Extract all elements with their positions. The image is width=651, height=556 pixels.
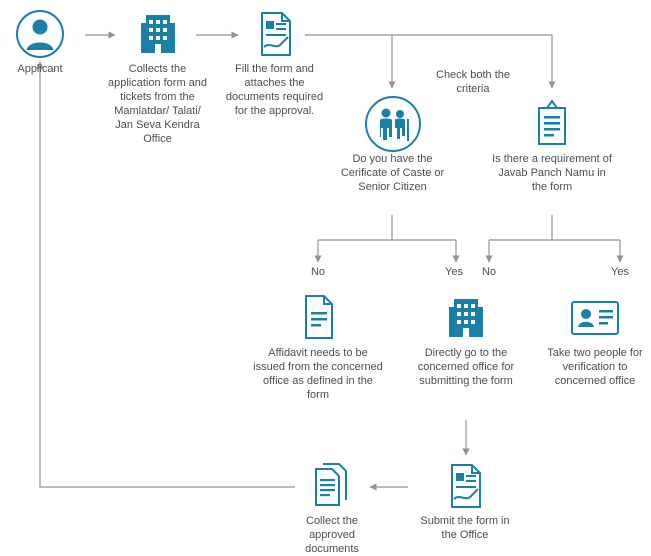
branch-label-javab-no: No [481,266,497,278]
node-affidavit[interactable] [252,290,384,402]
node-applicant[interactable] [0,6,80,76]
clipboard-document-icon [492,96,612,152]
branch-label-caste-yes: Yes [445,266,463,278]
node-fill-form-label: Fill the form and attaches the documents required for the approval. [225,63,324,117]
form-document-icon [415,458,515,514]
form-document-icon [222,6,327,62]
node-two-people-label: Take two people for verification to concerned office [547,347,643,387]
node-applicant-label: Applicant [17,63,63,75]
node-collect-approved[interactable] [283,458,381,556]
office-building-icon [408,290,524,346]
node-collects-label: Collects the application form and tickets from the Mamlatdar/ Talati/ Jan Seva Kendra Office [107,63,208,145]
node-javab-panch[interactable] [492,96,612,194]
label-check-criteria: Check both the criteria [436,69,510,95]
node-two-people[interactable] [540,290,650,388]
node-caste-senior[interactable] [335,96,450,194]
node-directly-go-label: Directly go to the concerned office for submitting the form [417,347,515,387]
node-javab-panch-label: Is there a requirement of Javab Panch Namu in the form [492,153,612,193]
id-card-icon [540,290,650,346]
branch-label-javab-yes: Yes [611,266,629,278]
node-collects[interactable] [105,6,210,146]
node-fill-form[interactable] [222,6,327,118]
person-avatar-icon [0,6,80,62]
node-directly-go[interactable] [408,290,524,388]
node-collect-approved-label: Collect the approved documents [305,515,359,555]
node-affidavit-label: Affidavit needs to be issued from the concerned office as defined in the form [253,347,383,401]
branch-label-caste-no: No [310,266,326,278]
node-caste-senior-label: Do you have the Cerificate of Caste or Senior Citizen [340,153,445,193]
office-building-icon [105,6,210,62]
node-submit-form-label: Submit the form in the Office [420,515,510,541]
documents-stack-icon [283,458,381,514]
document-page-icon [252,290,384,346]
senior-citizens-icon [335,96,450,152]
node-submit-form[interactable] [415,458,515,542]
